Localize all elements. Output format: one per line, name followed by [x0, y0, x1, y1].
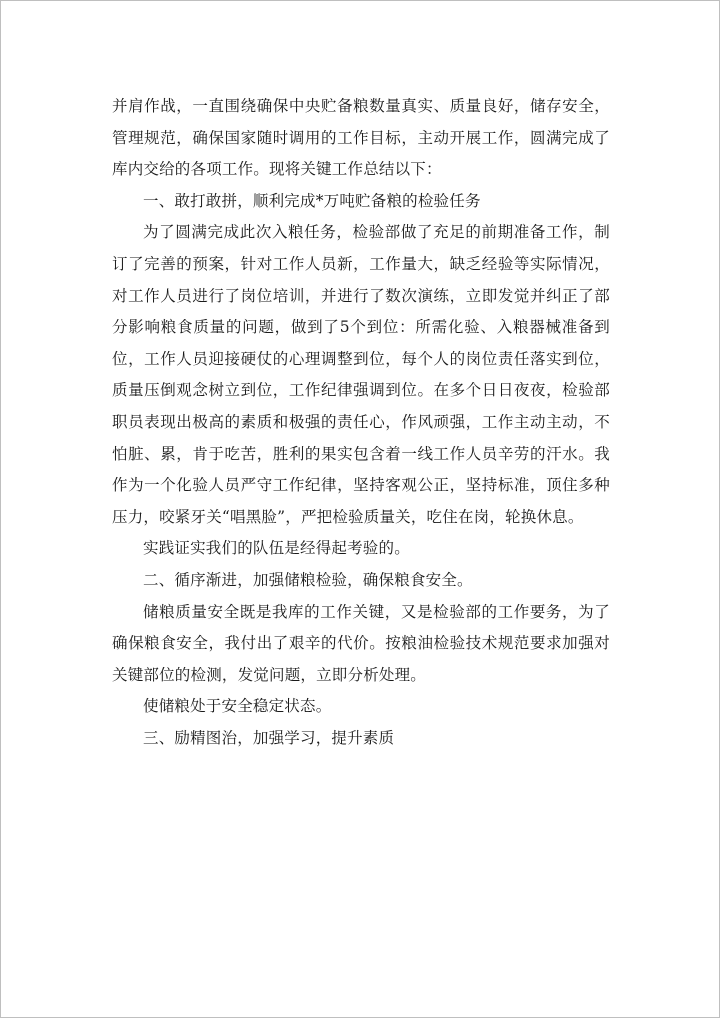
- paragraph-section-2-body: 储粮质量安全既是我库的工作关键，又是检验部的工作要务，为了确保粮食安全，我付出了艰辛的代价。按粮油检验技术规范要求加强对关键部位的检测，发觉问题，立即分析处理。: [112, 602, 610, 684]
- section-heading-1: 一、敢打敢拼，顺利完成*万吨贮备粮的检验任务: [143, 191, 481, 210]
- paragraph-section-2-conclusion: 使储粮处于安全稳定状态。: [143, 697, 332, 716]
- section-heading-2: 二、循序渐进，加强储粮检验，确保粮食安全。: [143, 570, 473, 589]
- paragraph-intro: 并肩作战，一直围绕确保中央贮备粮数量真实、质量良好，储存安全，管理规范，确保国家随时调用的工作目标，主动开展工作，圆满完成了库内交给的各项工作。现将关键工作总结以下：: [112, 97, 610, 179]
- paragraph-section-1-body: 为了圆满完成此次入粮任务，检验部做了充足的前期准备工作，制订了完善的预案，针对工作人员新，工作量大，缺乏经验等实际情况，对工作人员进行了岗位培训，并进行了数次演练，立即发觉并纠正了部分影响粮食质量的问题，做到了5个到位：所需化验、入粮器械准备到位，工作人员迎接硬仗的心理调整到位，每个人的岗位责任落实到位，质量压倒观念树立到位，工作纪律强调到位。在多个日日夜夜，检验部职员表现出极高的素质和极强的责任心，作风顽强，工作主动主动，不怕脏、累，肯于吃苦，胜利的果实包含着一线工作人员辛劳的汗水。我作为一个化验人员严守工作纪律，坚持客观公正，坚持标准，顶住多种压力，咬紧牙关“唱黑脸”，严把检验质量关，吃住在岗，轮换休息。: [112, 223, 610, 526]
- paragraph-section-1-conclusion: 实践证实我们的队伍是经得起考验的。: [143, 539, 410, 558]
- document-body: [112, 91, 610, 754]
- section-heading-3: 三、励精图治，加强学习，提升素质: [143, 728, 395, 747]
